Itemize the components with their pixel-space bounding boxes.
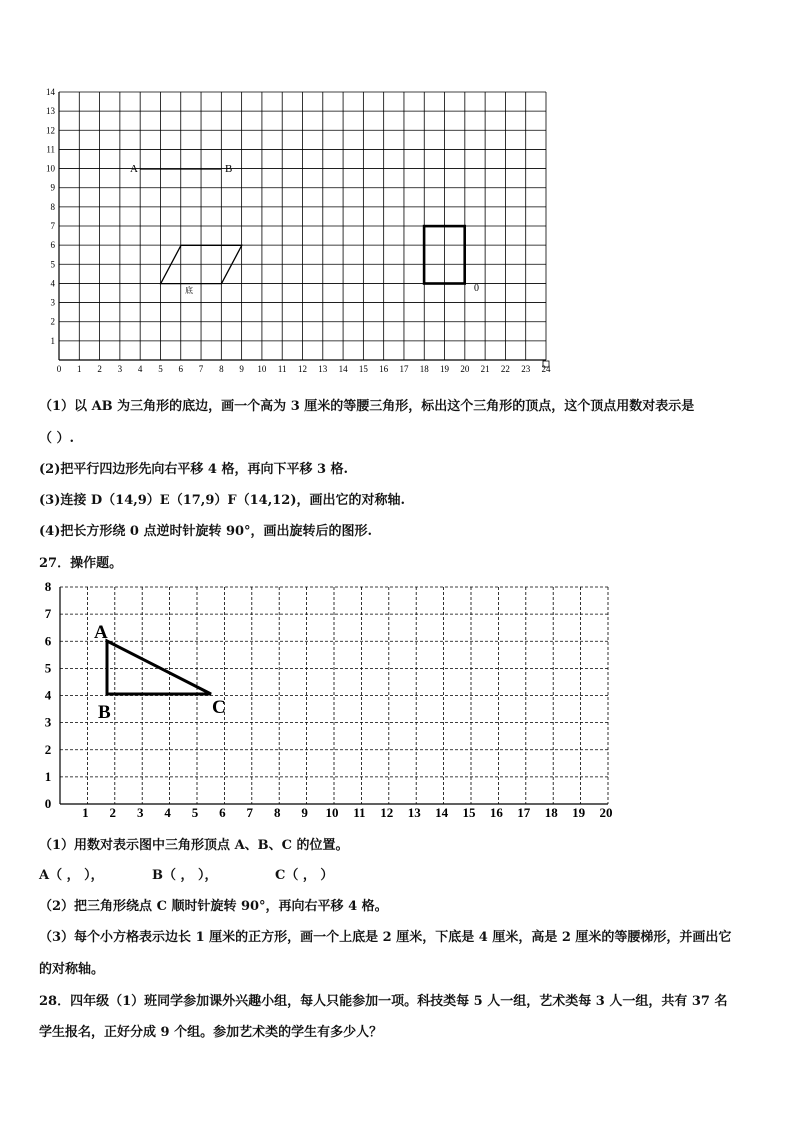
triangle-label-a: A bbox=[94, 622, 108, 643]
grid1-x-tick: 9 bbox=[239, 364, 244, 374]
rotation-point-label: 0 bbox=[474, 283, 479, 294]
grid2-y-ticks bbox=[45, 580, 52, 811]
triangle-label-c: C bbox=[212, 697, 226, 718]
grid1-x-tick: 6 bbox=[178, 364, 183, 374]
q27-part1: （1）用数对表示图中三角形顶点 A、B、C 的位置。 bbox=[39, 838, 349, 853]
coordinate-grid-2 bbox=[0, 580, 794, 825]
label-a: A bbox=[130, 163, 138, 175]
grid1-x-tick: 3 bbox=[117, 364, 123, 374]
grid2-y-tick: 1 bbox=[44, 768, 52, 784]
grid1-x-tick: 10 bbox=[257, 364, 267, 374]
grid2-y-tick: 4 bbox=[44, 687, 52, 703]
triangle-abc bbox=[107, 641, 211, 694]
grid1-y-ticks bbox=[46, 87, 56, 346]
grid1-x-tick: 23 bbox=[521, 364, 531, 374]
grid2-x-tick: 13 bbox=[407, 805, 421, 820]
grid1-y-tick: 12 bbox=[46, 125, 55, 136]
grid2-y-tick: 5 bbox=[44, 660, 52, 676]
grid1-x-tick: 7 bbox=[198, 364, 204, 374]
grid1-y-tick: 10 bbox=[46, 163, 55, 174]
triangle-label-b: B bbox=[98, 702, 111, 723]
grid1-y-tick: 3 bbox=[50, 297, 55, 308]
grid1-y-tick: 11 bbox=[46, 144, 55, 155]
grid1-x-tick: 17 bbox=[399, 364, 409, 374]
grid1-x-tick: 14 bbox=[338, 364, 348, 374]
q27-answer-a: A（ ， ）， bbox=[39, 868, 104, 883]
grid2-y-tick: 8 bbox=[44, 580, 52, 594]
grid2-x-tick: 17 bbox=[517, 805, 531, 820]
grid2-x-tick: 20 bbox=[599, 805, 613, 820]
grid2-y-tick: 0 bbox=[44, 796, 52, 811]
grid1-x-tick: 20 bbox=[460, 364, 470, 374]
grid1-y-tick: 8 bbox=[50, 201, 55, 212]
grid2-y-tick: 7 bbox=[44, 606, 52, 622]
q27-part3-line1: （3）每个小方格表示边长 1 厘米的正方形，画一个上底是 2 厘米，下底是 4 厘米，高是 2 厘米的等腰梯形，并画出它 bbox=[39, 930, 732, 945]
grid1-x-tick: 21 bbox=[480, 364, 490, 374]
grid1-y-tick: 5 bbox=[50, 259, 55, 270]
grid1-x-tick: 16 bbox=[379, 364, 389, 374]
grid2-x-tick: 6 bbox=[219, 805, 226, 820]
grid1-x-tick: 15 bbox=[358, 364, 368, 374]
grid1-y-tick: 4 bbox=[50, 278, 55, 289]
grid1-x-tick: 11 bbox=[277, 364, 287, 374]
grid2-y-tick: 3 bbox=[44, 714, 52, 730]
grid2-x-tick: 12 bbox=[380, 805, 394, 820]
grid2-x-tick: 5 bbox=[191, 805, 199, 820]
grid2-x-tick: 18 bbox=[544, 805, 558, 820]
grid1-y-tick: 13 bbox=[46, 106, 55, 117]
q26-part3: (3)连接 D（14,9）E（17,9）F（14,12)，画出它的对称轴. bbox=[39, 493, 405, 508]
grid1-y-tick: 14 bbox=[46, 87, 55, 97]
grid1-x-tick: 19 bbox=[440, 364, 450, 374]
grid1-x-ticks bbox=[57, 364, 551, 374]
grid1-y-tick: 7 bbox=[50, 221, 55, 231]
grid1-x-tick: 2 bbox=[97, 364, 102, 374]
grid1-x-tick: 18 bbox=[419, 364, 429, 374]
grid1-x-tick: 24 bbox=[541, 364, 551, 374]
grid2-x-tick: 4 bbox=[164, 805, 171, 820]
label-b: B bbox=[225, 163, 233, 175]
grid1-x-tick: 22 bbox=[500, 364, 510, 374]
grid1-x-tick: 5 bbox=[158, 364, 163, 374]
grid1-x-tick: 8 bbox=[219, 364, 224, 374]
grid2-x-tick: 14 bbox=[435, 805, 449, 820]
grid1-y-tick: 2 bbox=[50, 316, 55, 327]
grid1-x-tick: 0 bbox=[56, 364, 62, 374]
grid2-x-tick: 1 bbox=[82, 805, 89, 820]
grid2-y-tick: 2 bbox=[44, 741, 52, 757]
grid2-y-tick: 6 bbox=[44, 633, 52, 649]
grid2-x-tick: 8 bbox=[273, 805, 281, 820]
grid1-x-tick: 12 bbox=[298, 364, 307, 374]
grid2-x-tick: 2 bbox=[109, 805, 117, 820]
q28-line2: 学生报名，正好分成 9 个组。参加艺术类的学生有多少人？ bbox=[39, 1025, 383, 1040]
q26-part1-line1: （1）以 AB 为三角形的底边，画一个高为 3 厘米的等腰三角形，标出这个三角形的顶点，这个顶点用数对表示是 bbox=[39, 399, 695, 414]
q26-part1-line2: （ ）. bbox=[39, 431, 75, 446]
q26-part2: (2)把平行四边形先向右平移 4 格，再向下平移 3 格. bbox=[39, 462, 349, 477]
grid1-y-tick: 6 bbox=[50, 240, 55, 251]
coordinate-grid-1 bbox=[0, 0, 794, 380]
grid2-x-ticks bbox=[82, 805, 612, 820]
q28-line1: 28．四年级（1）班同学参加课外兴趣小组，每人只能参加一项。科技类每 5 人一组，艺术类每 3 人一组，共有 37 名 bbox=[39, 994, 728, 1009]
grid1-y-tick: 1 bbox=[50, 335, 55, 346]
grid1-x-tick: 1 bbox=[77, 364, 82, 374]
q27-part3-line2: 的对称轴。 bbox=[39, 962, 105, 977]
grid2-x-tick: 7 bbox=[246, 805, 254, 820]
grid2-x-tick: 3 bbox=[136, 805, 144, 820]
grid2-x-tick: 11 bbox=[353, 805, 366, 820]
q27-title: 27．操作题。 bbox=[39, 556, 123, 571]
q27-answer-c: C（ ， ） bbox=[275, 868, 334, 883]
q27-part2: （2）把三角形绕点 C 顺时针旋转 90°，再向右平移 4 格。 bbox=[39, 899, 388, 914]
q27-answer-b: B（ ， ）， bbox=[152, 868, 218, 883]
grid1-x-tick: 13 bbox=[318, 364, 328, 374]
grid1-x-tick: 4 bbox=[137, 364, 143, 374]
grid1-lines bbox=[59, 92, 546, 360]
q26-part4: (4)把长方形绕 0 点逆时针旋转 90°，画出旋转后的图形. bbox=[39, 524, 373, 539]
grid1-y-tick: 9 bbox=[50, 182, 55, 193]
grid2-x-tick: 9 bbox=[301, 805, 308, 820]
grid2-x-tick: 16 bbox=[489, 805, 503, 820]
grid2-x-tick: 19 bbox=[572, 805, 586, 820]
grid2-x-tick: 15 bbox=[462, 805, 476, 820]
grid2-x-tick: 10 bbox=[325, 805, 339, 820]
parallelogram-base-label: 底 bbox=[185, 286, 193, 295]
